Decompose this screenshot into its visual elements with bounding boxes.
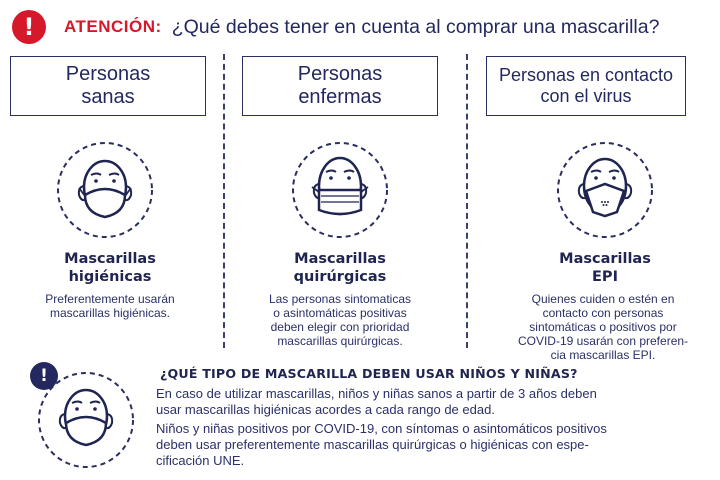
paragraph-line: usar mascarillas higiénicas acordes a cada rango de edad.: [156, 402, 495, 417]
column-title-line: sanas: [81, 86, 135, 108]
header: [12, 8, 712, 46]
face-hygienic-mask-icon: [55, 140, 155, 240]
column-title-line: enfermas: [298, 86, 382, 108]
column-title-contact: [486, 56, 686, 116]
description-line: deben elegir con prioridad: [270, 320, 410, 334]
attention-label: ATENCIÓN:: [64, 17, 162, 36]
mask-type-hygienic: [20, 250, 200, 286]
description-line: o asintomáticas positivas: [273, 306, 407, 320]
children-section-title: ¿QUÉ TIPO DE MASCARILLA DEBEN USAR NIÑOS Y NIÑAS?: [160, 366, 578, 381]
mask-type-epi: [515, 250, 695, 286]
mask-type-line: Mascarillas: [559, 251, 651, 267]
paragraph-line: deben usar preferentemente mascarillas quirúrgicas o higiénicas con espe-: [156, 437, 589, 452]
column-divider: [466, 54, 468, 348]
paragraph-line: Niños y niñas positivos por COVID-19, con síntomas o asintomáticos positivos: [156, 421, 607, 436]
mask-type-line: higiénicas: [68, 269, 152, 285]
mask-type-line: quirúrgicas: [293, 269, 387, 285]
column-title-line: con el virus: [540, 86, 632, 106]
header-question: ¿Qué debes tener en cuenta al comprar una mascarilla?: [171, 15, 660, 38]
description-contact: [496, 292, 710, 362]
paragraph-line: cificación UNE.: [156, 453, 245, 468]
column-title-line: Personas: [65, 63, 151, 85]
description-line: mascarillas higiénicas.: [49, 306, 171, 320]
mask-type-line: Mascarillas: [294, 251, 386, 267]
children-paragraph-1: [156, 386, 701, 418]
mask-type-surgical: [250, 250, 430, 286]
column-title-line: Personas en contacto: [498, 65, 674, 85]
description-line: contacto con personas: [542, 306, 664, 320]
description-line: Las personas sintomaticas: [268, 292, 412, 306]
column-title-sick: [242, 56, 438, 116]
description-line: mascarillas quirúrgicas.: [277, 334, 403, 348]
column-divider: [223, 54, 225, 348]
description-line: COVID-19 usarán con preferen-: [517, 334, 689, 348]
description-line: cia mascarillas EPI.: [550, 348, 656, 362]
mask-type-line: EPI: [592, 269, 618, 285]
column-title-healthy: [10, 56, 206, 116]
mask-type-line: Mascarillas: [64, 251, 156, 267]
description-line: Quienes cuiden o estén en: [531, 292, 675, 306]
face-epi-mask-icon: [555, 140, 655, 240]
description-line: Preferentemente usarán: [45, 292, 175, 306]
column-title-line: Personas: [297, 63, 383, 85]
alert-icon: !: [12, 10, 46, 44]
description-healthy: [10, 292, 210, 320]
info-icon: !: [30, 362, 58, 390]
face-surgical-mask-icon: [290, 140, 390, 240]
description-line: sintomáticas o positivos por: [529, 320, 677, 334]
paragraph-line: En caso de utilizar mascarillas, niños y niñas sanos a partir de 3 años deben: [156, 386, 597, 401]
description-sick: [238, 292, 442, 348]
children-paragraph-2: [156, 421, 701, 469]
